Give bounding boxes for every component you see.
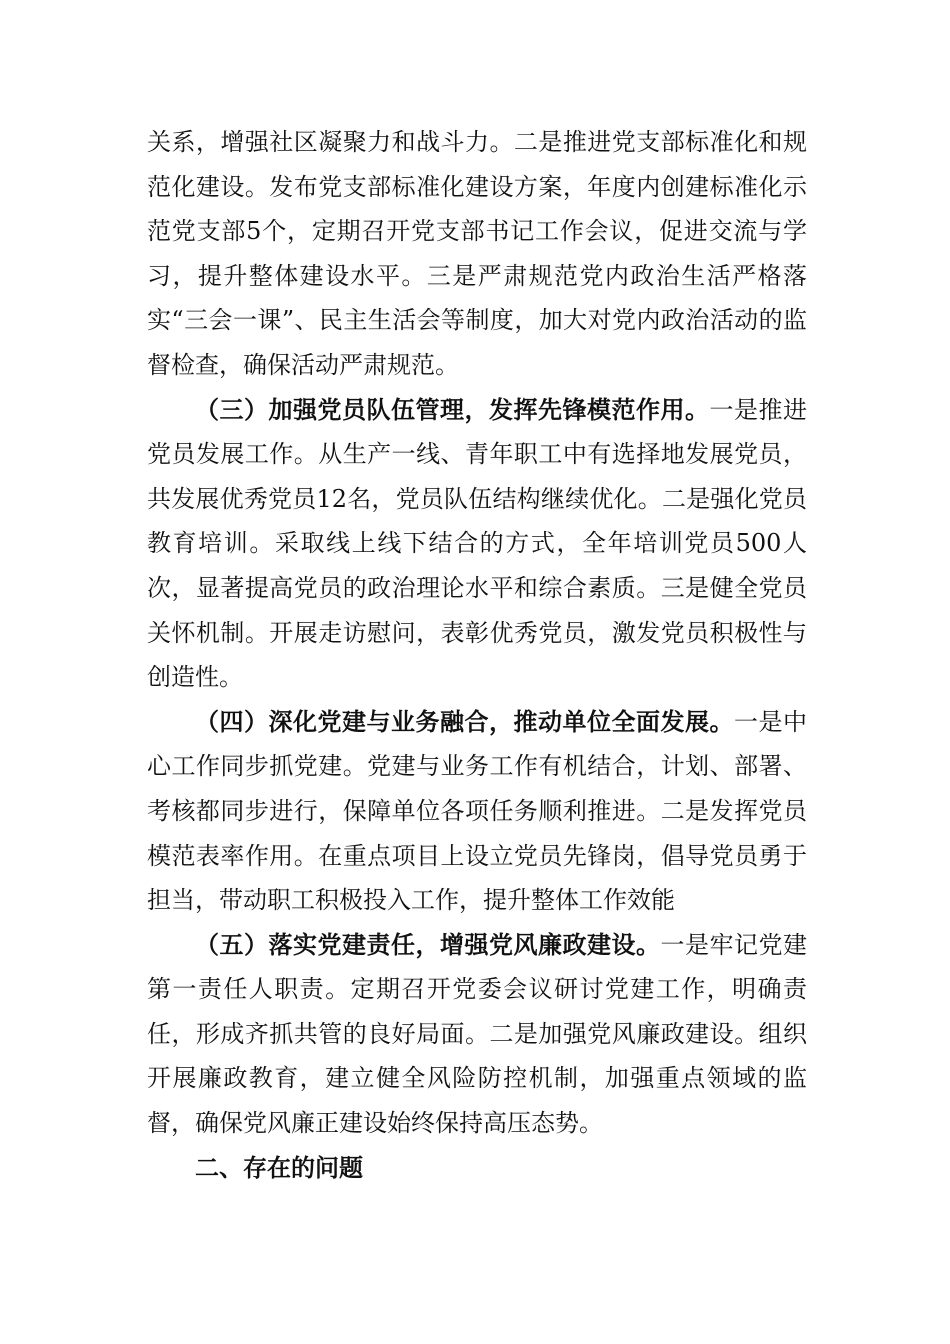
document-body (147, 120, 807, 1190)
paragraph-lead: （三）加强党员队伍管理，发挥先锋模范作用。 (195, 394, 710, 424)
paragraph-text: 一是推进党员发展工作。从生产一线、青年职工中有选择地发展党员，共发展优秀党员12名，党员队伍结构继续优化。二是强化党员教育培训。采取线上线下结合的方式，全年培训党员500人次，显著提高党员的政治理论水平和综合素质。三是健全党员关怀机制。开展走访慰问，表彰优秀党员，激发党员积极性与创造性。 (147, 395, 807, 692)
paragraph-party-member-management (147, 388, 807, 700)
paragraph-lead: （四）深化党建与业务融合，推动单位全面发展。 (195, 706, 734, 736)
paragraph-text: 关系，增强社区凝聚力和战斗力。二是推进党支部标准化和规范化建设。发布党支部标准化建设方案，年度内创建标准化示范党支部5个，定期召开党支部书记工作会议，促进交流与学习，提升整体建设水平。三是严肃规范党内政治生活严格落实“三会一课”、民主生活会等制度，加大对党内政治活动的监督检查，确保活动严肃规范。 (147, 128, 807, 379)
paragraph-text: 一是牢记党建第一责任人职责。定期召开党委会议研讨党建工作，明确责任，形成齐抓共管的良好局面。二是加强党风廉政建设。组织开展廉政教育，建立健全风险防控机制，加强重点领域的监督，确保党风廉正建设始终保持高压态势。 (147, 930, 807, 1138)
section-heading: 二、存在的问题 (195, 1153, 363, 1182)
paragraph-continuation (147, 120, 807, 388)
paragraph-business-integration (147, 700, 807, 923)
paragraph-text: 一是中心工作同步抓党建。党建与业务工作有机结合，计划、部署、考核都同步进行，保障单位各项任务顺利推进。二是发挥党员模范表率作用。在重点项目上设立党员先锋岗，倡导党员勇于担当，带动职工积极投入工作，提升整体工作效能 (147, 707, 807, 915)
paragraph-lead: （五）落实党建责任，增强党风廉政建设。 (195, 929, 661, 959)
paragraph-responsibility (147, 923, 807, 1146)
